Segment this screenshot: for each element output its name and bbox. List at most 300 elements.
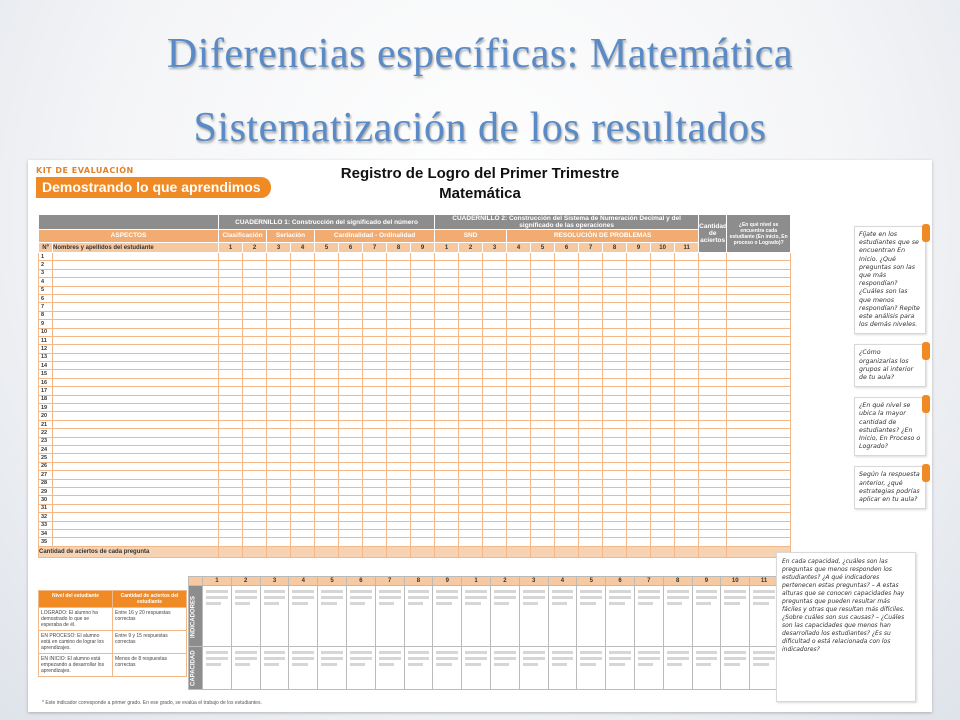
grid-cell	[435, 362, 459, 370]
grid-cell	[699, 462, 727, 470]
grid-cell	[555, 320, 579, 328]
indicator-cell	[663, 647, 692, 690]
grid-cell	[363, 546, 387, 557]
cardinalidad-header: Cardinalidad - Ordinalidad	[315, 230, 435, 243]
grid-cell	[435, 429, 459, 437]
grid-cell	[435, 479, 459, 487]
grid-cell	[627, 487, 651, 495]
grid-cell	[363, 412, 387, 420]
grid-cell	[435, 387, 459, 395]
grid-cell	[627, 504, 651, 512]
grid-cell	[555, 370, 579, 378]
grid-cell	[291, 269, 315, 277]
indicator-cell	[634, 586, 663, 647]
grid-cell	[53, 294, 219, 302]
grid-cell	[699, 504, 727, 512]
grid-cell	[603, 521, 627, 529]
indicator-cell	[203, 586, 232, 647]
grid-cell	[699, 370, 727, 378]
grid-cell	[267, 521, 291, 529]
grid-cell	[531, 362, 555, 370]
row-number: 2	[39, 261, 53, 269]
grid-cell	[363, 479, 387, 487]
seriacion-header: Seriación	[267, 230, 315, 243]
grid-cell	[411, 311, 435, 319]
row-number: 15	[39, 370, 53, 378]
grid-cell	[387, 471, 411, 479]
grid-cell	[53, 278, 219, 286]
grid-cell	[387, 370, 411, 378]
grid-cell	[627, 303, 651, 311]
grid-cell	[315, 395, 339, 403]
grid-cell	[603, 479, 627, 487]
note-tab-icon	[922, 342, 930, 360]
grid-cell	[411, 538, 435, 546]
grid-cell	[387, 253, 411, 261]
grid-cell	[555, 303, 579, 311]
capacidad-label: CAPACIDAD	[189, 647, 203, 690]
table-row	[39, 445, 791, 453]
grid-cell	[699, 278, 727, 286]
grid-cell	[315, 487, 339, 495]
grid-cell	[363, 462, 387, 470]
table-row	[39, 437, 791, 445]
grid-cell	[411, 454, 435, 462]
grid-cell	[219, 286, 243, 294]
grid-cell	[507, 529, 531, 537]
question-number: 6	[339, 243, 363, 253]
grid-cell	[483, 328, 507, 336]
grid-cell	[315, 437, 339, 445]
grid-cell	[339, 387, 363, 395]
clasificacion-header: Clasificación	[219, 230, 267, 243]
grid-cell	[579, 378, 603, 386]
totals-label: Cantidad de aciertos de cada pregunta	[39, 546, 219, 557]
indicator-number: 6	[606, 577, 635, 586]
row-number: 14	[39, 362, 53, 370]
grid-cell	[627, 437, 651, 445]
table-row	[39, 487, 791, 495]
grid-cell	[267, 479, 291, 487]
grid-cell	[531, 303, 555, 311]
grid-cell	[53, 420, 219, 428]
grid-cell	[675, 412, 699, 420]
row-number: 20	[39, 412, 53, 420]
grid-cell	[675, 345, 699, 353]
grid-cell	[387, 513, 411, 521]
grid-cell	[411, 546, 435, 557]
grid-cell	[555, 487, 579, 495]
grid-cell	[219, 311, 243, 319]
grid-cell	[459, 504, 483, 512]
table-row	[39, 538, 791, 546]
grid-cell	[363, 395, 387, 403]
grid-cell	[651, 479, 675, 487]
grid-cell	[555, 353, 579, 361]
grid-cell	[675, 437, 699, 445]
grid-cell	[339, 294, 363, 302]
grid-cell	[243, 454, 267, 462]
indicator-cell	[721, 586, 750, 647]
grid-cell	[267, 504, 291, 512]
grid-cell	[675, 328, 699, 336]
grid-cell	[603, 496, 627, 504]
grid-cell	[387, 420, 411, 428]
grid-cell	[363, 328, 387, 336]
grid-cell	[291, 395, 315, 403]
grid-cell	[727, 420, 791, 428]
indicator-number: 5	[577, 577, 606, 586]
grid-cell	[651, 445, 675, 453]
question-number: 4	[291, 243, 315, 253]
grid-cell	[627, 378, 651, 386]
grid-cell	[435, 529, 459, 537]
grid-cell	[651, 253, 675, 261]
note-text: ¿En qué nivel se ubica la mayor cantidad de estudiantes? ¿En Inicio, En Proceso o Logrado?	[859, 402, 921, 451]
grid-cell	[699, 404, 727, 412]
grid-cell	[219, 261, 243, 269]
grid-cell	[699, 429, 727, 437]
grid-cell	[53, 471, 219, 479]
sticky-note	[854, 466, 926, 509]
grid-cell	[531, 445, 555, 453]
grid-cell	[727, 471, 791, 479]
grid-cell	[699, 336, 727, 344]
grid-cell	[339, 420, 363, 428]
grid-cell	[699, 529, 727, 537]
indicator-number: 7	[634, 577, 663, 586]
grid-cell	[363, 378, 387, 386]
grid-cell	[387, 336, 411, 344]
indicator-cell	[318, 647, 347, 690]
grid-cell	[507, 504, 531, 512]
grid-cell	[435, 303, 459, 311]
header-blank	[39, 215, 219, 230]
grid-cell	[315, 353, 339, 361]
grid-cell	[651, 353, 675, 361]
grid-cell	[363, 404, 387, 412]
grid-cell	[531, 412, 555, 420]
grid-cell	[483, 362, 507, 370]
grid-cell	[579, 462, 603, 470]
grid-cell	[579, 294, 603, 302]
grid-cell	[483, 303, 507, 311]
resolucion-header: RESOLUCIÓN DE PROBLEMAS	[507, 230, 699, 243]
grid-cell	[411, 487, 435, 495]
grid-cell	[435, 353, 459, 361]
row-number: 8	[39, 311, 53, 319]
grid-cell	[699, 454, 727, 462]
grid-cell	[459, 454, 483, 462]
grid-cell	[627, 529, 651, 537]
grid-cell	[459, 336, 483, 344]
grid-cell	[579, 387, 603, 395]
grid-cell	[291, 336, 315, 344]
grid-cell	[435, 269, 459, 277]
grid-cell	[507, 278, 531, 286]
grid-cell	[219, 303, 243, 311]
grid-cell	[459, 286, 483, 294]
grid-cell	[339, 362, 363, 370]
grid-cell	[555, 345, 579, 353]
grid-cell	[627, 412, 651, 420]
grid-cell	[267, 261, 291, 269]
grid-cell	[651, 504, 675, 512]
grid-cell	[727, 487, 791, 495]
grid-cell	[219, 420, 243, 428]
grid-cell	[291, 462, 315, 470]
question-number: 3	[267, 243, 291, 253]
table-row	[39, 387, 791, 395]
table-row	[39, 278, 791, 286]
grid-cell	[459, 370, 483, 378]
grid-cell	[219, 437, 243, 445]
question-number: 1	[219, 243, 243, 253]
grid-cell	[53, 353, 219, 361]
grid-cell	[459, 420, 483, 428]
grid-cell	[579, 496, 603, 504]
grid-cell	[387, 437, 411, 445]
grid-cell	[219, 529, 243, 537]
grid-cell	[627, 269, 651, 277]
grid-cell	[483, 412, 507, 420]
grid-cell	[339, 479, 363, 487]
grid-cell	[267, 345, 291, 353]
grid-cell	[411, 378, 435, 386]
grid-cell	[555, 546, 579, 557]
grid-cell	[555, 336, 579, 344]
level-name: EN PROCESO: El alumno está en camino de lograr los aprendizajes.	[39, 631, 113, 654]
grid-cell	[435, 513, 459, 521]
grid-cell	[727, 286, 791, 294]
grid-cell	[315, 294, 339, 302]
grid-cell	[435, 521, 459, 529]
indicator-cell	[231, 647, 260, 690]
grid-cell	[435, 462, 459, 470]
grid-cell	[699, 471, 727, 479]
grid-cell	[219, 412, 243, 420]
grid-cell	[727, 328, 791, 336]
slide-title-line-1: Diferencias específicas: Matemática	[166, 31, 794, 77]
grid-cell	[603, 462, 627, 470]
grid-cell	[435, 294, 459, 302]
grid-cell	[603, 471, 627, 479]
grid-cell	[675, 496, 699, 504]
document-heading	[28, 164, 932, 204]
grid-cell	[387, 261, 411, 269]
grid-cell	[53, 303, 219, 311]
grid-cell	[699, 328, 727, 336]
note-text: ¿Cómo organizarías los grupos al interior de tu aula?	[859, 349, 914, 382]
cantidad-header: Cantidad de aciertos del estudiante	[113, 591, 187, 608]
indicator-number: 7	[375, 577, 404, 586]
grid-cell	[459, 328, 483, 336]
grid-cell	[483, 404, 507, 412]
grid-cell	[507, 387, 531, 395]
indicator-cell	[577, 586, 606, 647]
grid-cell	[339, 538, 363, 546]
table-row	[39, 471, 791, 479]
grid-cell	[579, 253, 603, 261]
table-row	[39, 429, 791, 437]
grid-cell	[483, 311, 507, 319]
table-row	[39, 345, 791, 353]
grid-cell	[579, 370, 603, 378]
grid-cell	[579, 345, 603, 353]
grid-cell	[267, 395, 291, 403]
grid-cell	[483, 429, 507, 437]
grid-cell	[339, 462, 363, 470]
row-number: 35	[39, 538, 53, 546]
grid-cell	[675, 370, 699, 378]
question-number: 9	[411, 243, 435, 253]
grid-cell	[267, 387, 291, 395]
grid-cell	[603, 437, 627, 445]
grid-cell	[507, 328, 531, 336]
grid-cell	[339, 412, 363, 420]
grid-cell	[603, 303, 627, 311]
grid-cell	[459, 479, 483, 487]
grid-cell	[315, 445, 339, 453]
grid-cell	[483, 370, 507, 378]
grid-cell	[243, 479, 267, 487]
grid-cell	[243, 278, 267, 286]
grid-cell	[483, 487, 507, 495]
grid-cell	[219, 404, 243, 412]
grid-cell	[53, 487, 219, 495]
row-number: 27	[39, 471, 53, 479]
row-number: 18	[39, 395, 53, 403]
grid-cell	[727, 445, 791, 453]
grid-cell	[507, 294, 531, 302]
grid-cell	[555, 269, 579, 277]
grid-cell	[411, 471, 435, 479]
grid-cell	[315, 303, 339, 311]
grid-cell	[243, 420, 267, 428]
grid-cell	[579, 521, 603, 529]
grid-cell	[315, 253, 339, 261]
grid-cell	[675, 462, 699, 470]
indicator-cell	[548, 647, 577, 690]
kit-label: KIT DE EVALUACIÓN	[36, 166, 134, 175]
grid-cell	[651, 420, 675, 428]
grid-cell	[579, 487, 603, 495]
grid-cell	[727, 362, 791, 370]
note-tab-icon	[922, 395, 930, 413]
grid-cell	[555, 387, 579, 395]
grid-cell	[651, 294, 675, 302]
grid-cell	[651, 437, 675, 445]
grid-cell	[603, 445, 627, 453]
grid-cell	[267, 412, 291, 420]
grid-cell	[459, 429, 483, 437]
grid-cell	[727, 253, 791, 261]
grid-cell	[603, 328, 627, 336]
grid-cell	[579, 546, 603, 557]
grid-cell	[339, 253, 363, 261]
indicator-number: 2	[231, 577, 260, 586]
cantidad-column-header: Cantidad de aciertos	[699, 215, 727, 253]
grid-cell	[627, 311, 651, 319]
grid-cell	[459, 253, 483, 261]
indicator-cell	[231, 586, 260, 647]
grid-cell	[339, 378, 363, 386]
grid-cell	[53, 345, 219, 353]
indicator-cell	[318, 586, 347, 647]
slide-title-line-2: Sistematización de los resultados	[193, 105, 767, 151]
grid-cell	[675, 378, 699, 386]
grid-cell	[507, 345, 531, 353]
grid-cell	[531, 269, 555, 277]
grid-cell	[699, 387, 727, 395]
grid-cell	[627, 253, 651, 261]
grid-cell	[675, 320, 699, 328]
grid-cell	[627, 429, 651, 437]
grid-cell	[627, 479, 651, 487]
question-number: 5	[531, 243, 555, 253]
row-number: 30	[39, 496, 53, 504]
row-number: 25	[39, 454, 53, 462]
grid-cell	[727, 404, 791, 412]
grid-cell	[219, 370, 243, 378]
grid-cell	[579, 479, 603, 487]
grid-cell	[483, 496, 507, 504]
grid-cell	[315, 320, 339, 328]
grid-cell	[483, 479, 507, 487]
grid-cell	[291, 445, 315, 453]
grid-cell	[727, 387, 791, 395]
grid-cell	[435, 253, 459, 261]
grid-cell	[459, 387, 483, 395]
grid-cell	[675, 303, 699, 311]
grid-cell	[459, 278, 483, 286]
question-number: 10	[651, 243, 675, 253]
grid-cell	[483, 445, 507, 453]
grid-cell	[411, 261, 435, 269]
grid-cell	[507, 496, 531, 504]
grid-cell	[411, 269, 435, 277]
grid-cell	[483, 420, 507, 428]
grid-cell	[675, 487, 699, 495]
grid-cell	[291, 454, 315, 462]
grid-cell	[387, 529, 411, 537]
grid-cell	[675, 404, 699, 412]
grid-cell	[627, 353, 651, 361]
grid-cell	[483, 286, 507, 294]
grid-cell	[243, 320, 267, 328]
grid-cell	[727, 345, 791, 353]
grid-cell	[459, 294, 483, 302]
grid-cell	[243, 303, 267, 311]
grid-cell	[555, 538, 579, 546]
grid-cell	[531, 513, 555, 521]
grid-cell	[675, 294, 699, 302]
grid-cell	[579, 303, 603, 311]
grid-cell	[555, 278, 579, 286]
row-number: 7	[39, 303, 53, 311]
grid-cell	[727, 513, 791, 521]
grid-cell	[53, 395, 219, 403]
grid-cell	[53, 404, 219, 412]
grid-cell	[363, 420, 387, 428]
grid-cell	[363, 269, 387, 277]
grid-cell	[699, 378, 727, 386]
grid-cell	[603, 378, 627, 386]
grid-cell	[507, 412, 531, 420]
grid-cell	[315, 471, 339, 479]
grid-cell	[507, 303, 531, 311]
grid-cell	[483, 278, 507, 286]
